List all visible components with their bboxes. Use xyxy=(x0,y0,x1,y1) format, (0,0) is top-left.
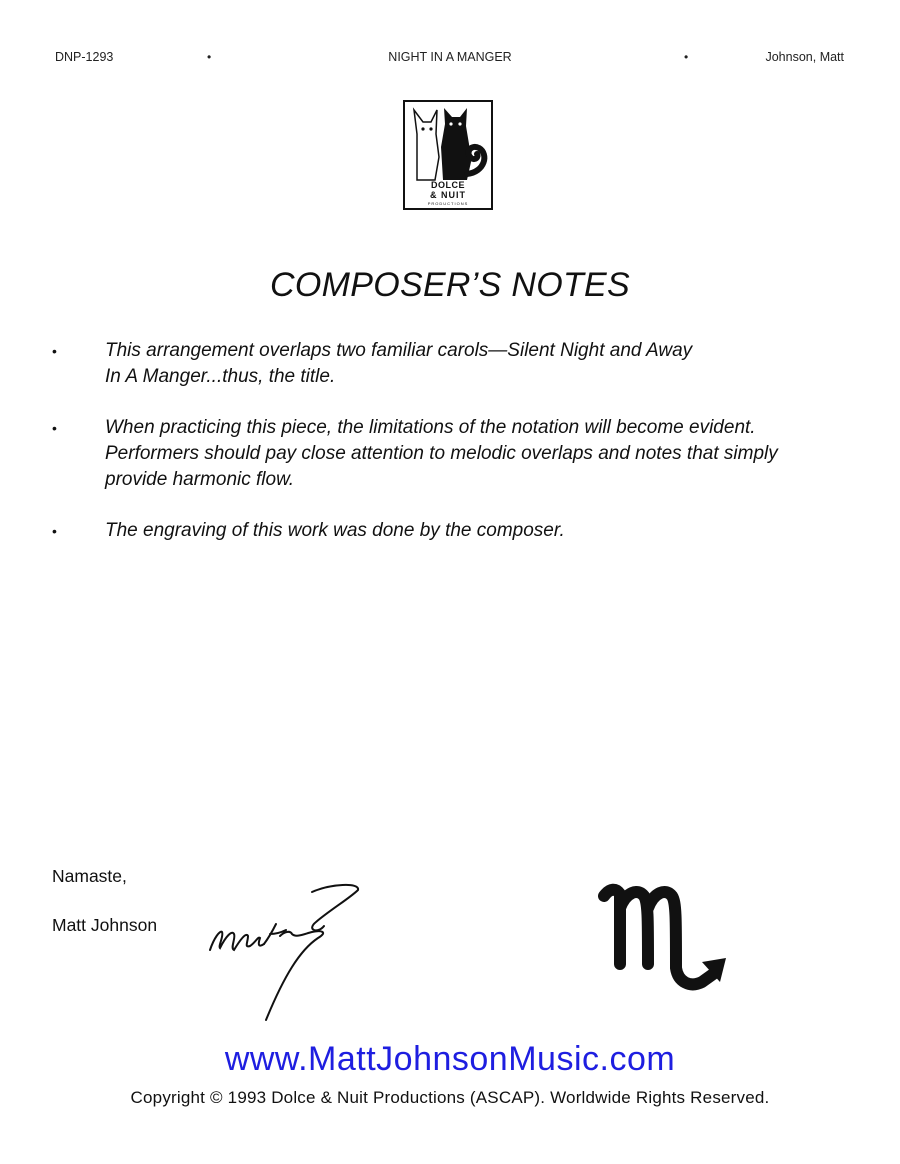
notes-list xyxy=(52,338,852,569)
bullet-icon: • xyxy=(52,523,57,539)
closing-greeting: Namaste, xyxy=(52,866,127,886)
note-text: The engraving of this work was done by the composer. xyxy=(105,520,565,541)
list-item xyxy=(52,415,852,493)
note-text: When practicing this piece, the limitations of the notation will become evident. Performers should pay close attention to melodic overlaps and notes that simply provide harmonic flow. xyxy=(105,417,778,490)
list-item xyxy=(52,338,852,390)
website-link[interactable]: www.MattJohnsonMusic.com xyxy=(224,1040,676,1078)
signature-icon xyxy=(200,880,370,1025)
scorpio-symbol-icon xyxy=(598,878,738,998)
note-text: This arrangement overlaps two familiar carols—Silent Night and Away In A Manger...thus, the title. xyxy=(105,340,693,387)
list-item xyxy=(52,518,852,544)
document-header-title: NIGHT IN A MANGER xyxy=(388,50,512,64)
logo-line2: & NUIT xyxy=(430,190,466,200)
logo-line1: DOLCE xyxy=(431,180,465,190)
bullet-icon: • xyxy=(52,343,57,359)
header-separator-right: • xyxy=(684,50,689,64)
composer-name-header: Johnson, Matt xyxy=(765,50,844,64)
header-separator-left: • xyxy=(207,50,212,64)
publisher-logo xyxy=(403,100,493,210)
document-code: DNP-1293 xyxy=(55,50,114,64)
page-title: COMPOSER’S NOTES xyxy=(270,266,630,304)
copyright-notice: Copyright © 1993 Dolce & Nuit Productions (ASCAP). Worldwide Rights Reserved. xyxy=(130,1088,770,1107)
logo-line3: PRODUCTIONS xyxy=(427,201,469,206)
bullet-icon: • xyxy=(52,420,57,436)
signer-name: Matt Johnson xyxy=(52,915,158,935)
cats-logo-icon xyxy=(405,102,491,182)
